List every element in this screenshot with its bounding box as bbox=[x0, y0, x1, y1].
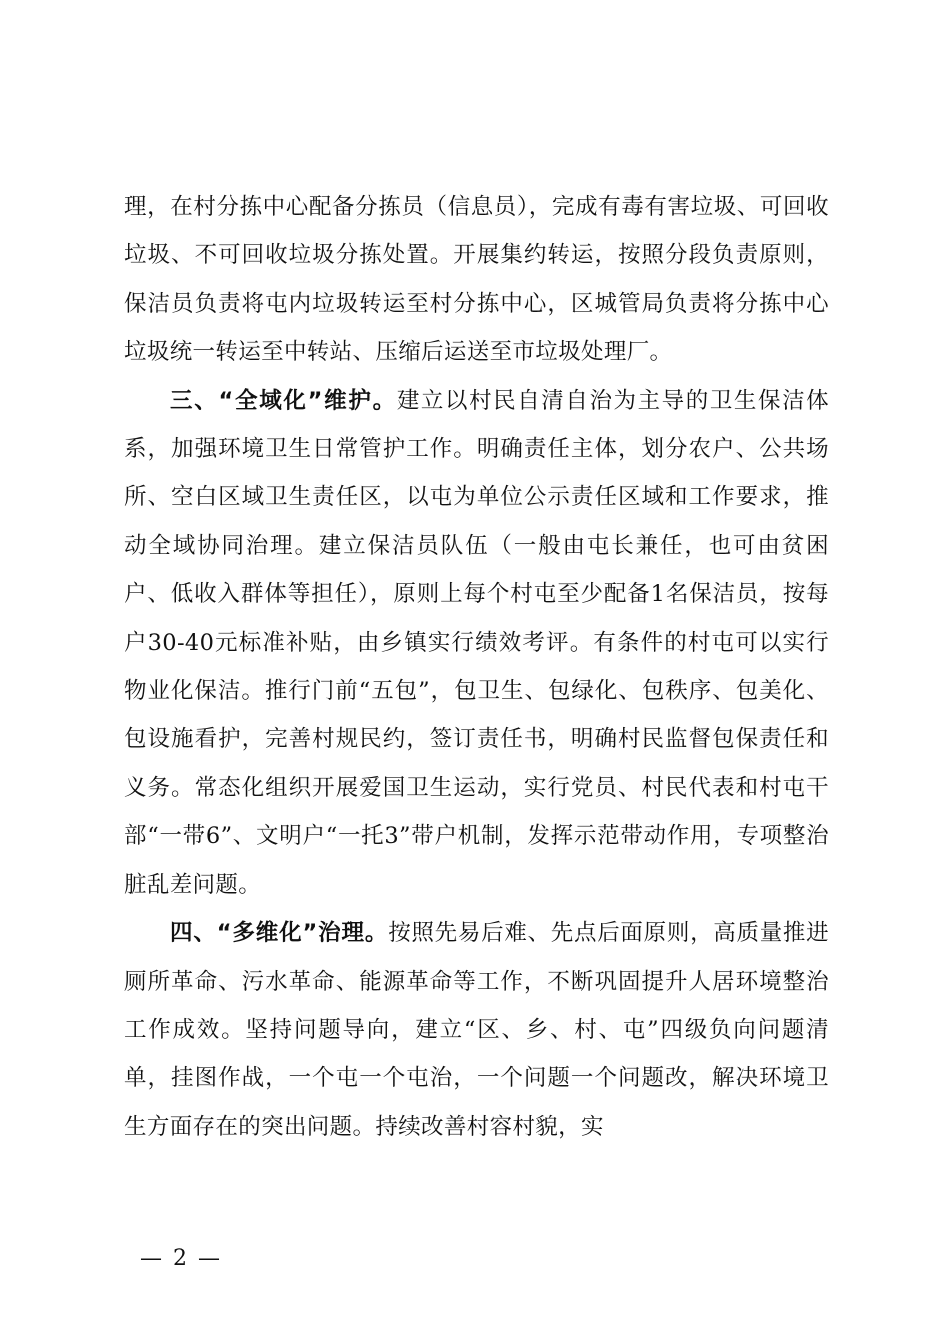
document-body bbox=[124, 183, 829, 1151]
section-3-paragraph bbox=[124, 377, 829, 909]
section-4-text: 按照先易后难、先点后面原则，高质量推进厕所革命、污水革命、能源革命等工作，不断巩固提升人居环境整治工作成效。坚持问题导向，建立“区、乡、村、屯”四级负向问题清单，挂图作战，一个屯一个屯治，一个问题一个问题改，解决环境卫生方面存在的突出问题。持续改善村容村貌，实 bbox=[124, 920, 830, 1140]
section-3-heading: 三、“全域化”维护。 bbox=[170, 387, 397, 414]
section-4-paragraph bbox=[124, 909, 829, 1151]
section-4-heading: 四、“多维化”治理。 bbox=[170, 920, 389, 947]
paragraph-continued: 理，在村分拣中心配备分拣员（信息员），完成有毒有害垃圾、可回收垃圾、不可回收垃圾分拣处置。开展集约转运，按照分段负责原则，保洁员负责将屯内垃圾转运至村分拣中心，区城管局负责将分拣中心垃圾统一转运至中转站、压缩后运送至市垃圾处理厂。 bbox=[124, 194, 829, 366]
page-number: — 2 — bbox=[140, 1246, 222, 1271]
section-3-text: 建立以村民自清自治为主导的卫生保洁体系，加强环境卫生日常管护工作。明确责任主体，划分农户、公共场所、空白区域卫生责任区，以屯为单位公示责任区域和工作要求，推动全域协同治理。建立保洁员队伍（一般由屯长兼任，也可由贫困户、低收入群体等担任），原则上每个村屯至少配备1名保洁员，按每户30-40元标准补贴，由乡镇实行绩效考评。有条件的村屯可以实行物业化保洁。推行门前“五包”，包卫生、包绿化、包秩序、包美化、包设施看护，完善村规民约，签订责任书，明确村民监督包保责任和义务。常态化组织开展爱国卫生运动，实行党员、村民代表和村屯干部“一带6”、文明户“一托3”带户机制，发挥示范带动作用，专项整治脏乱差问题。 bbox=[124, 387, 829, 898]
